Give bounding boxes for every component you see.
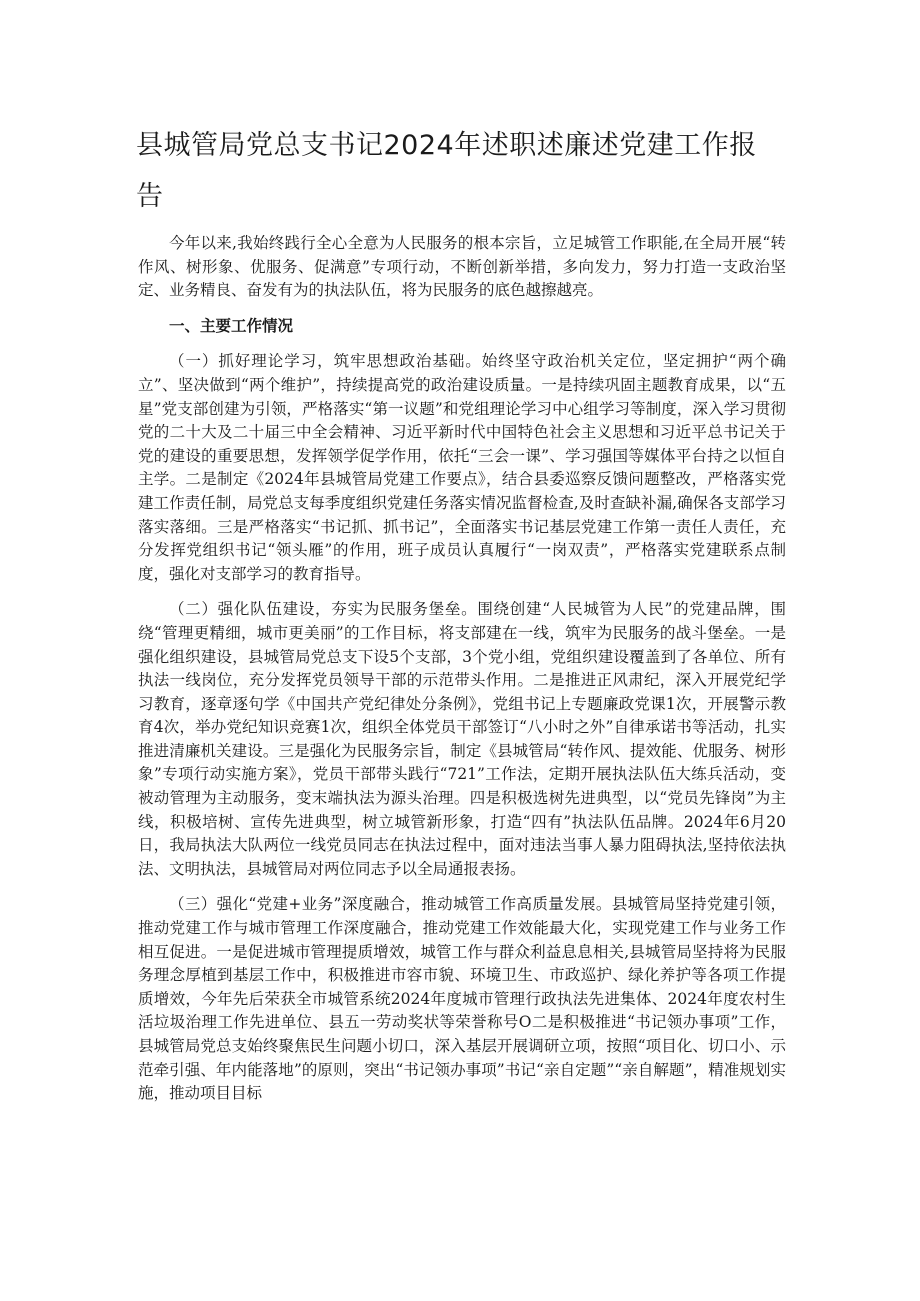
section-heading: 一、主要工作情况 <box>169 316 294 335</box>
paragraph-team-building: （二）强化队伍建设，夯实为民服务堡垒。围绕创建“人民城管为人民”的党建品牌，围绕“管理更精细，城市更美丽”的工作目标，将支部建在一线，筑牢为民服务的战斗堡垒。一是强化组织建设，县城管局党总支下设5个支部，3个党小组，党组织建设覆盖到了各单位、所有执法一线岗位，充分发挥党员领导干部的示范带头作用。二是推进正风肃纪，深入开展党纪学习教育，逐章逐句学《中国共产党纪律处分条例》，党组书记上专题廉政党课1次，开展警示教育4次，举办党纪知识竞赛1次，组织全体党员干部签订“八小时之外”自律承诺书等活动，扎实推进清廉机关建设。三是强化为民服务宗旨，制定《县城管局“转作风、提效能、优服务、树形象”专项行动实施方案》，党员干部带头践行“721”工作法，定期开展执法队伍大练兵活动，变被动管理为主动服务，变末端执法为源头治理。四是积极选树先进典型，以“党员先锋岗”为主线，积极培树、宣传先进典型，树立城管新形象，打造“四有”执法队伍品牌。2024年6月20日，我局执法大队两位一线党员同志在执法过程中，面对违法当事人暴力阻碍执法,坚持依法执法、文明执法，县城管局对两位同志予以全局通报表扬。 <box>138 600 786 878</box>
intro-paragraph: 今年以来,我始终践行全心全意为人民服务的根本宗旨，立足城管工作职能,在全局开展“转作风、树形象、优服务、促满意”专项行动，不断创新举措，多向发力，努力打造一支政治坚定、业务精良、奋发有为的执法队伍，将为民服务的底色越擦越亮。 <box>138 234 786 300</box>
document-body <box>138 232 786 1118</box>
paragraph-theory-study: （一）抓好理论学习，筑牢思想政治基础。始终坚守政治机关定位，坚定拥护“两个确立”、坚决做到“两个维护”，持续提高党的政治建设质量。一是持续巩固主题教育成果，以“五星”党支部创建为引领，严格落实“第一议题”和党组理论学习中心组学习等制度，深入学习贯彻党的二十大及二十届三中全会精神、习近平新时代中国特色社会主义思想和习近平总书记关于党的建设的重要思想，发挥领学促学作用，依托“三会一课”、学习强国等媒体平台持之以恒自主学。二是制定《2024年县城管局党建工作要点》，结合县委巡察反馈问题整改，严格落实党建工作责任制，局党总支每季度组织党建任务落实情况监督检查,及时查缺补漏,确保各支部学习落实落细。三是严格落实“书记抓、抓书记”，全面落实书记基层党建工作第一责任人责任，充分发挥党组织书记“领头雁”的作用，班子成员认真履行“一岗双责”，严格落实党建联系点制度，强化对支部学习的教育指导。 <box>138 352 786 583</box>
paragraph-party-business-integration: （三）强化“党建+业务”深度融合，推动城管工作高质量发展。县城管局坚持党建引领，推动党建工作与城市管理工作深度融合，推动党建工作效能最大化，实现党建工作与业务工作相互促进。一是促进城市管理提质增效，城管工作与群众利益息息相关,县城管局坚持将为民服务理念厚植到基层工作中，积极推进市容市貌、环境卫生、市政巡护、绿化养护等各项工作提质增效，今年先后荣获全市城管系统2024年度城市管理行政执法先进集体、2024年度农村生活垃圾治理工作先进单位、县五一劳动奖状等荣誉称号O二是积极推进“书记领办事项”工作，县城管局党总支始终聚焦民生问题小切口，深入基层开展调研立项，按照“项目化、切口小、示范牵引强、年内能落地”的原则，突出“书记领办事项”书记“亲自定题”“亲自解题”，精准规划实施，推动项目目标 <box>138 895 786 1103</box>
document-title: 县城管局党总支书记2024年述职述廉述党建工作报告 <box>136 130 757 212</box>
